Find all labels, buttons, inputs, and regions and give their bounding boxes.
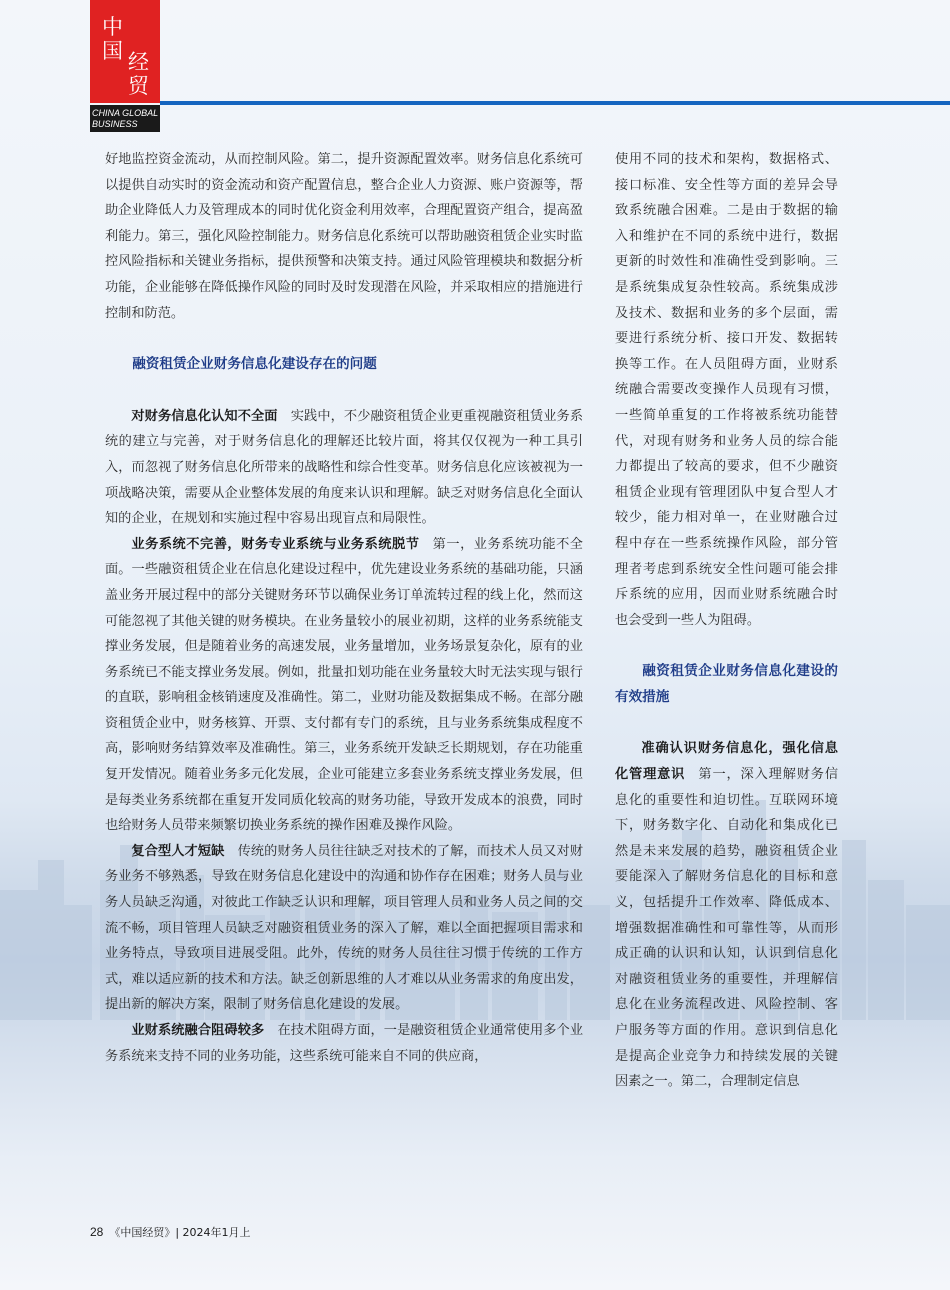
paragraph-recognize-informatization: [615, 736, 838, 1094]
paragraph-recognize-informatization-body: 第一，深入理解财务信息化的重要性和迫切性。互联网环境下，财务数字化、自动化和集成化已然是未来发展的趋势，融资租赁企业要能深入了解财务信息化的目标和意义，包括提升工作效率、降低成本、增强数据准确性和可靠性等，从而形成正确的认识和认知，认识到信息化对融资租赁业务的重要性，并理解信息化在业务流程改进、风险控制、客户服务等方面的作用。意识到信息化是提高企业竞争力和持续发展的关键因素之一。第二，合理制定信息: [615, 767, 839, 1090]
paragraph-awareness-body: 实践中，不少融资租赁企业更重视融资租赁业务系统的建立与完善，对于财务信息化的理解还比较片面，将其仅仅视为一种工具引入，而忽视了财务信息化所带来的战略性和综合性变革。财务信息化应该被视为一项战略决策，需要从企业整体发展的角度来认识和理解。缺乏对财务信息化全面认知的企业，在规划和实施过程中容易出现盲点和局限性。: [105, 408, 584, 527]
paragraph-awareness: [105, 404, 583, 532]
logo-char-guo: 国: [102, 39, 123, 63]
subheading-business-system: 业务系统不完善，财务专业系统与业务系统脱节: [131, 536, 420, 552]
magazine-logo: [90, 0, 160, 103]
subheading-integration-obstacles: 业财系统融合阻碍较多: [131, 1023, 265, 1038]
intro-paragraph: 好地监控资金流动，从而控制风险。第二，提升资源配置效率。财务信息化系统可以提供自动实时的资金流动和资产配置信息，整合企业人力资源、账户资源等，帮助企业降低人力及管理成本的同时优化资金利用效率，合理配置资产组合，提高盈利能力。第三，强化风险控制能力。财务信息化系统可以帮助融资租赁企业实时监控风险指标和关键业务指标，提供预警和决策支持。通过风险管理模块和数据分析功能，企业能够在降低操作风险的同时及时发现潜在风险，并采取相应的措施进行控制和防范。: [105, 152, 583, 321]
paragraph-talent-shortage-body: 传统的财务人员往往缺乏对技术的了解，而技术人员又对财务业务不够熟悉，导致在财务信息化建设中的沟通和协作存在困难；财务人员与业务人员缺乏沟通，对彼此工作缺乏认识和理解，项目管理人员和业务人员之间的交流不畅，项目管理人员缺乏对融资租赁业务的深入了解，难以全面把握项目需求和业务特点，导致项目进展受阻。此外，传统的财务人员往往习惯于传统的工作方式，难以适应新的技术和方法。缺乏创新思维的人才难以从业务需求的角度出发，提出新的解决方案，限制了财务信息化建设的发展。: [105, 843, 584, 1013]
header-divider: [160, 101, 950, 105]
page-footer: [90, 1224, 251, 1241]
logo-char-jing: 经: [128, 50, 149, 74]
logo-english-name: CHINA GLOBAL BUSINESS: [90, 105, 160, 132]
paragraph-integration-obstacles-body: 在技术阻碍方面，一是融资租赁企业通常使用多个业务系统来支持不同的业务功能，这些系统可能来自不同的供应商，: [105, 1023, 584, 1064]
subheading-talent-shortage: 复合型人才短缺: [131, 843, 225, 859]
right-column: [615, 147, 838, 1095]
paragraph-business-system: [105, 532, 583, 839]
subheading-recognize-informatization: 准确认识财务信息化，强化信息化管理意识: [615, 741, 838, 783]
continuation-paragraph: 使用不同的技术和架构，数据格式、接口标准、安全性等方面的差异会导致系统融合困难。二是由于数据的输入和维护在不同的系统中进行，数据更新的时效性和准确性受到影响。三是系统集成复杂性较高。系统集成涉及技术、数据和业务的多个层面，需要进行系统分析、接口开发、数据转换等工作。在人员阻碍方面，业财系统融合需要改变操作人员现有习惯，一些简单重复的工作将被系统功能替代，对现有财务和业务人员的综合能力都提出了较高的要求，但不少融资租赁企业现有管理团队中复合型人才较少，能力相对单一，在业财融合过程中存在一些系统操作风险，部分管理者考虑到系统安全性问题可能会排斥系统的应用，因而业财系统融合时也会受到一些人为阻碍。: [615, 152, 838, 628]
section-heading-measures: 融资租赁企业财务信息化建设的有效措施: [615, 663, 838, 705]
logo-char-zhong: 中: [102, 15, 123, 39]
page-number: 28: [90, 1225, 104, 1239]
publication-info: 《中国经贸》| 2024年1月上: [109, 1226, 251, 1239]
left-column: [105, 147, 583, 1069]
paragraph-talent-shortage: [105, 839, 583, 1018]
subheading-awareness: 对财务信息化认知不全面: [131, 408, 278, 424]
paragraph-integration-obstacles: [105, 1018, 583, 1069]
paragraph-business-system-body: 第一，业务系统功能不全面。一些融资租赁企业在信息化建设过程中，优先建设业务系统的基础功能，只涵盖业务开展过程中的部分关键财务环节以确保业务订单流转过程的线上化，然而这可能忽视了其他关键的财务模块。在业务量较小的展业初期，这样的业务系统能支撑业务发展，但是随着业务的高速发展，业务量增加，业务场景复杂化，原有的业务系统已不能支撑业务发展。例如，批量扣划功能在业务量较大时无法实现与银行的直联，影响租金核销速度及准确性。第二，业财功能及数据集成不畅。在部分融资租赁企业中，财务核算、开票、支付都有专门的系统，且与业务系统集成程度不高，影响财务结算效率及准确性。第三，业务系统开发缺乏长期规划，存在功能重复开发情况。随着业务多元化发展，企业可能建立多套业务系统支撑业务发展，但是每类业务系统都在重复开发同质化较高的财务功能，导致开发成本的浪费，同时也给财务人员带来频繁切换业务系统的操作困难及操作风险。: [105, 536, 583, 834]
logo-char-mao: 贸: [128, 74, 149, 98]
section-heading-problems: 融资租赁企业财务信息化建设存在的问题: [132, 356, 377, 373]
